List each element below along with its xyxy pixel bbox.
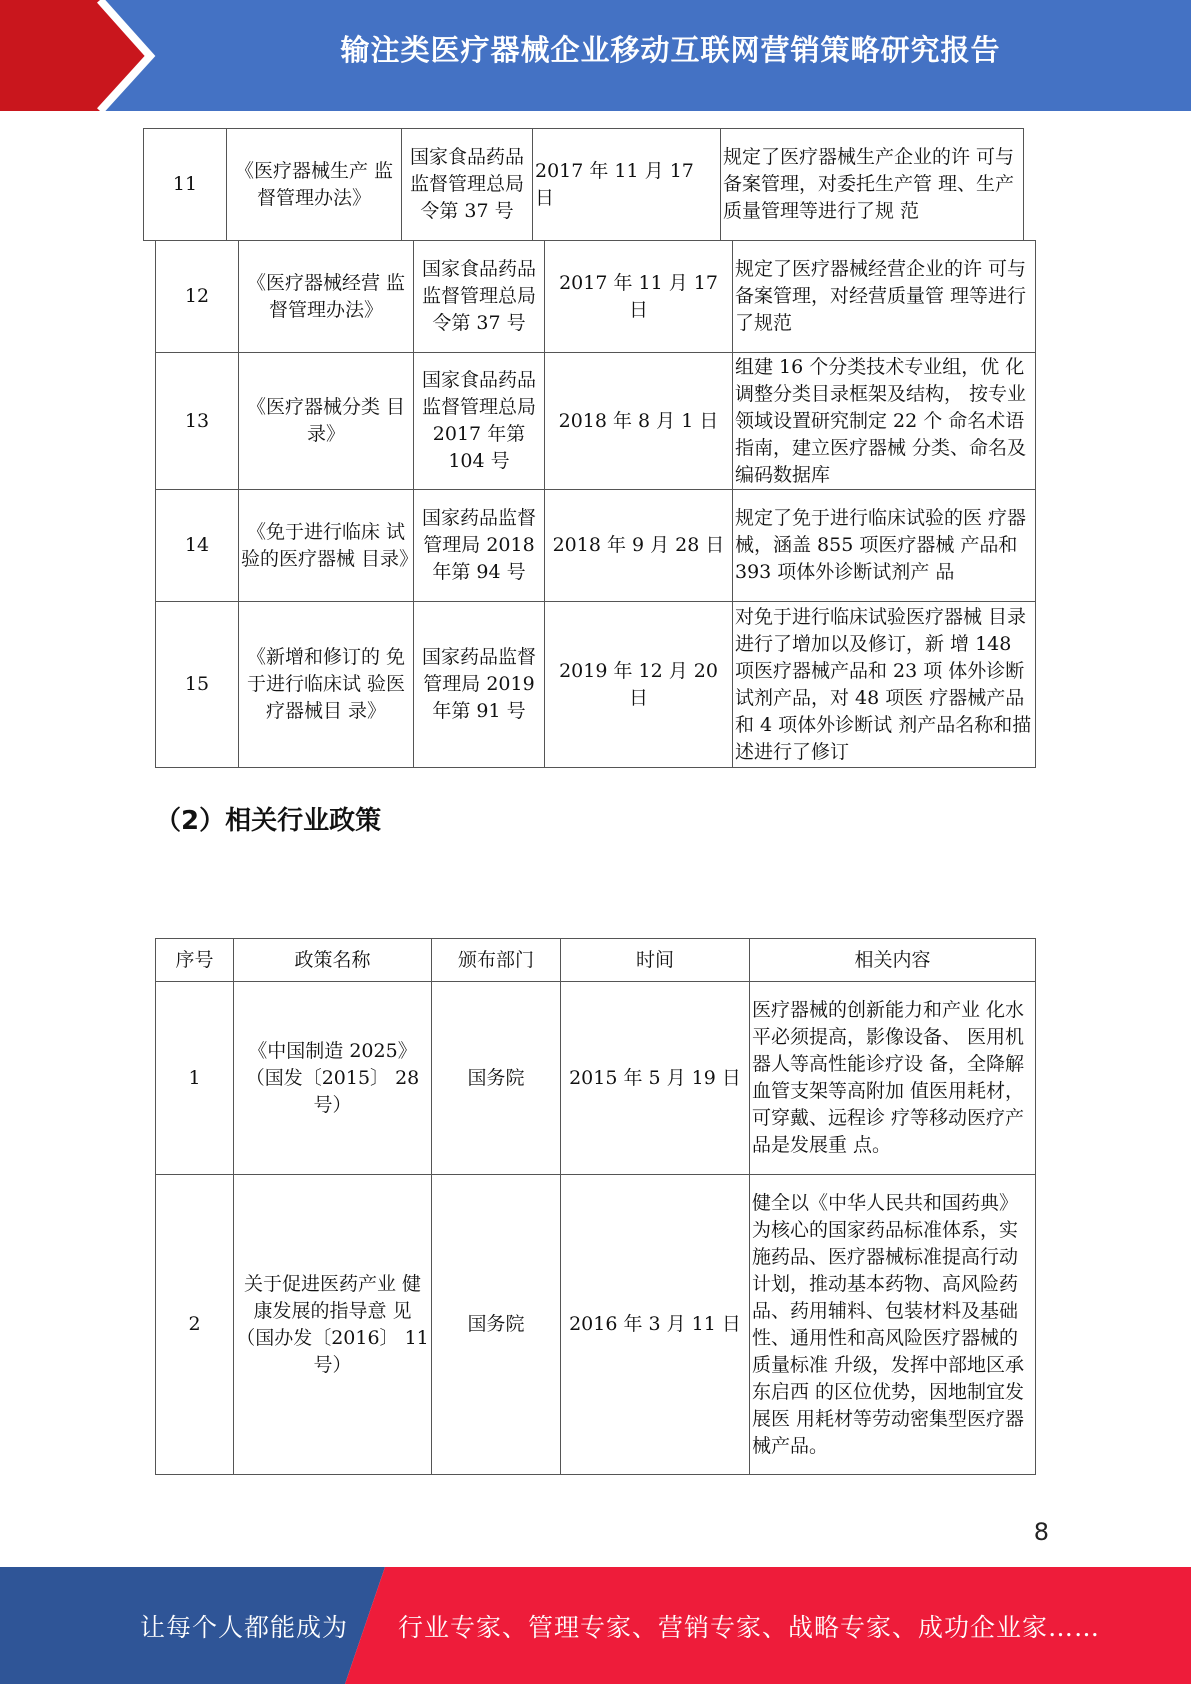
policy-content: 医疗器械的创新能力和产业 化水平必须提高，影像设备、 医用机器人等高性能诊疗设 备，全降解血管支架等高附加 值医用耗材，可穿戴、远程诊 疗等移动医疗产品是发展重 点。 [750,982,1036,1175]
header-department: 颁布部门 [432,939,561,982]
issuing-department: 国家药品监督管理局 2019 年第 91 号 [414,602,545,768]
regulation-content: 组建 16 个分类技术专业组，优 化调整分类目录框架及结构， 按专业领域设置研究制定 22 个 命名术语指南，建立医疗器械 分类、命名及编码数据库 [733,353,1036,490]
issuing-department: 国务院 [432,1175,561,1475]
policy-content: 健全以《中华人民共和国药典》为核心的国家药品标准体系，实施药品、医疗器械标准提高行动计划，推动基本药物、高风险药品、药用辅料、包装材料及基础性、通用性和高风险医疗器械的质量标准 升级，发挥中部地区承东启西 的区位优势，因地制宜发展医 用耗材等劳动密集型医疗器 械产品。 [750,1175,1036,1475]
row-number: 15 [156,602,239,768]
issue-date: 2016 年 3 月 11 日 [561,1175,750,1475]
table-row [156,1175,1036,1475]
regulations-table-continued [155,240,1036,768]
section-heading: （2）相关行业政策 [155,806,382,836]
header-policy-name: 政策名称 [234,939,432,982]
footer-slogan-right: 行业专家、管理专家、营销专家、战略专家、成功企业家…… [398,1613,1101,1642]
issuing-department: 国家药品监督管理局 2018 年第 94 号 [414,490,545,602]
regulation-name: 《医疗器械经营 监督管理办法》 [239,241,414,353]
regulation-content: 规定了医疗器械生产企业的许 可与备案管理，对委托生产管 理、生产质量管理等进行了规 范 [721,129,1024,241]
issuing-department: 国务院 [432,982,561,1175]
report-title: 输注类医疗器械企业移动互联网营销策略研究报告 [340,33,1001,67]
issue-date: 2015 年 5 月 19 日 [561,982,750,1175]
footer-slogan-left: 让每个人都能成为 [140,1613,349,1642]
regulations-table [143,128,1024,241]
row-number: 1 [156,982,234,1175]
issuing-department: 国家食品药品监督管理总局令第 37 号 [414,241,545,353]
row-number: 14 [156,490,239,602]
issue-date: 2017 年 11 月 17 日 [545,241,733,353]
table-row [156,353,1036,490]
row-number: 13 [156,353,239,490]
regulation-content: 规定了免于进行临床试验的医 疗器械，涵盖 855 项医疗器械 产品和 393 项体外诊断试剂产 品 [733,490,1036,602]
issuing-department: 国家食品药品监督管理总局 2017 年第 104 号 [414,353,545,490]
regulation-name: 《医疗器械分类 目录》 [239,353,414,490]
page-number: 8 [1033,1518,1049,1546]
table-row [156,241,1036,353]
issue-date: 2019 年 12 月 20 日 [545,602,733,768]
header-arrow-decoration [0,0,160,111]
regulation-content: 规定了医疗器械经营企业的许 可与备案管理，对经营质量管 理等进行了规范 [733,241,1036,353]
row-number: 11 [144,129,227,241]
issuing-department: 国家食品药品监督管理总局令第 37 号 [402,129,533,241]
row-number: 12 [156,241,239,353]
policy-name: 《中国制造 2025》（国发〔2015〕 28 号） [234,982,432,1175]
issue-date: 2018 年 9 月 28 日 [545,490,733,602]
regulation-name: 《新增和修订的 免于进行临床试 验医疗器械目 录》 [239,602,414,768]
header-date: 时间 [561,939,750,982]
issue-date: 2017 年 11 月 17 日 [533,129,721,241]
page-header [0,0,1191,111]
table-header-row [156,939,1036,982]
table-row [156,982,1036,1175]
issue-date: 2018 年 8 月 1 日 [545,353,733,490]
industry-policy-table [155,938,1036,1475]
table-row [144,129,1024,241]
table-row [156,490,1036,602]
regulation-name: 《医疗器械生产 监督管理办法》 [227,129,402,241]
regulation-content: 对免于进行临床试验医疗器械 目录进行了增加以及修订，新 增 148 项医疗器械产品和 23 项 体外诊断试剂产品，对 48 项医 疗器械产品和 4 项体外诊断试 剂产品名称和描述进行了修订 [733,602,1036,768]
regulation-name: 《免于进行临床 试验的医疗器械 目录》 [239,490,414,602]
row-number: 2 [156,1175,234,1475]
policy-name: 关于促进医药产业 健康发展的指导意 见（国办发〔2016〕 11 号） [234,1175,432,1475]
header-content: 相关内容 [750,939,1036,982]
table-row [156,602,1036,768]
header-number: 序号 [156,939,234,982]
